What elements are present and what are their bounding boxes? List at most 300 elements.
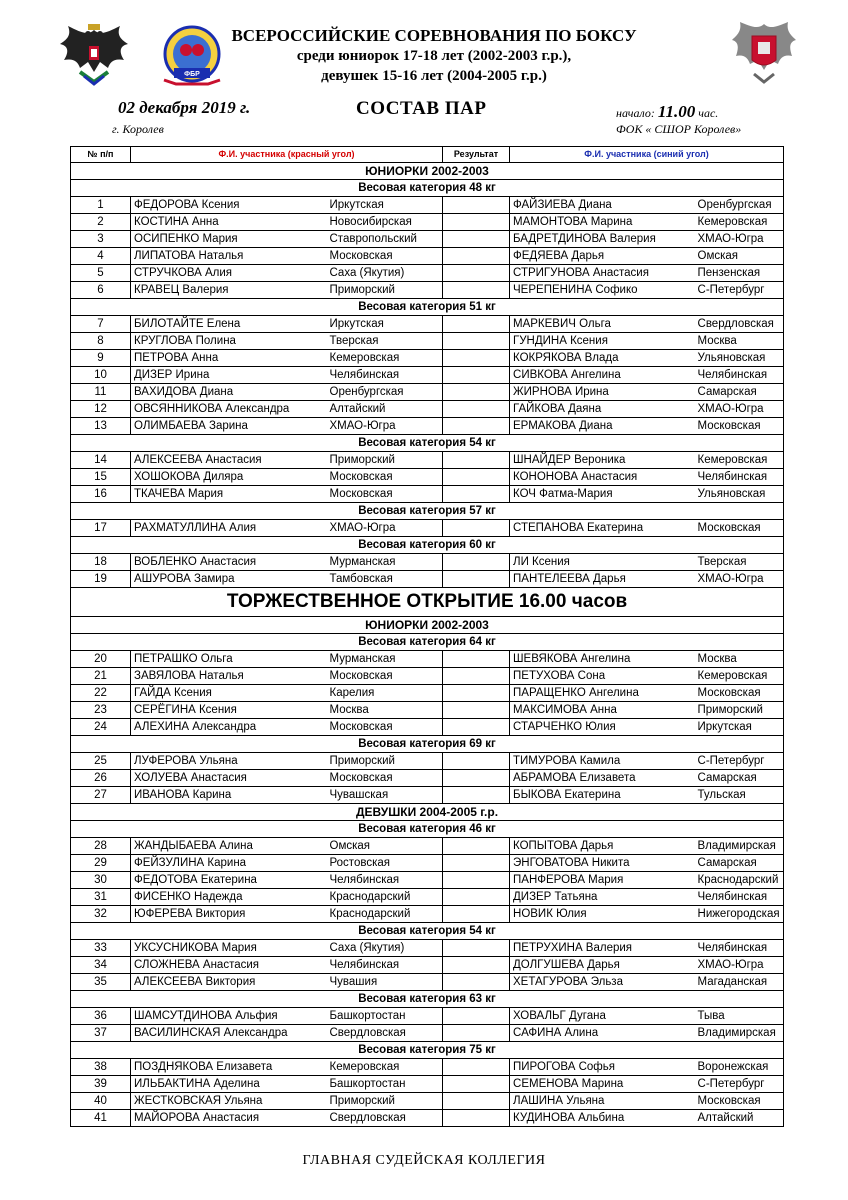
blue-corner-region: Тыва [695,1008,784,1025]
event-venue: ФОК « СШОР Королев» [616,122,742,136]
table-row [71,770,784,787]
blue-corner-region: Краснодарский [695,872,784,889]
blue-corner-region: С-Петербург [695,282,784,299]
weight-category-row-label: Весовая категория 51 кг [71,299,784,316]
red-corner-name: СЕРЁГИНА Ксения [131,702,327,719]
blue-corner-name: ПЕТРУХИНА Валерия [510,940,695,957]
result [443,855,510,872]
result [443,265,510,282]
red-corner-region: Челябинская [327,957,443,974]
result [443,316,510,333]
blue-corner-region: Владимирская [695,838,784,855]
red-corner-name: РАХМАТУЛЛИНА Алия [131,520,327,537]
blue-corner-name: ДОЛГУШЕВА Дарья [510,957,695,974]
event-city: г. Королев [112,122,164,136]
red-corner-region: Краснодарский [327,906,443,923]
age-group-row-label: ЮНИОРКИ 2002-2003 [71,163,784,180]
pairs-table [70,146,784,1127]
table-row [71,1093,784,1110]
red-corner-name: ЛУФЕРОВА Ульяна [131,753,327,770]
result [443,1110,510,1127]
start-time-value: 11.00 [657,102,696,121]
result [443,214,510,231]
table-row [71,520,784,537]
pair-number: 6 [71,282,131,299]
red-corner-name: УКСУСНИКОВА Мария [131,940,327,957]
blue-corner-name: ХОВАЛЬГ Дугана [510,1008,695,1025]
red-corner-name: АЛЕКСЕЕВА Виктория [131,974,327,991]
result [443,231,510,248]
table-row [71,719,784,736]
age-group-row-label: ЮНИОРКИ 2002-2003 [71,617,784,634]
result [443,401,510,418]
pair-number: 36 [71,1008,131,1025]
red-corner-region: Ставропольский [327,231,443,248]
blue-corner-region: Челябинская [695,367,784,384]
age-group-row [71,163,784,180]
blue-corner-name: ПАРАЩЕНКО Ангелина [510,685,695,702]
red-corner-name: ОЛИМБАЕВА Зарина [131,418,327,435]
red-corner-name: КРАВЕЦ Валерия [131,282,327,299]
result [443,1025,510,1042]
blue-corner-region: Москва [695,333,784,350]
pair-number: 27 [71,787,131,804]
weight-category-row-label: Весовая категория 63 кг [71,991,784,1008]
table-row [71,702,784,719]
blue-corner-name: СТРИГУНОВА Анастасия [510,265,695,282]
pair-number: 41 [71,1110,131,1127]
blue-corner-name: МАКСИМОВА Анна [510,702,695,719]
red-corner-name: СТРУЧКОВА Алия [131,265,327,282]
weight-category-row [71,821,784,838]
table-row [71,554,784,571]
result [443,838,510,855]
red-corner-region: Саха (Якутия) [327,940,443,957]
blue-corner-name: КОЧ Фатма-Мария [510,486,695,503]
blue-corner-region: Воронежская [695,1059,784,1076]
age-group-row [71,617,784,634]
blue-corner-region: Тульская [695,787,784,804]
table-row [71,486,784,503]
pair-number: 21 [71,668,131,685]
pair-number: 7 [71,316,131,333]
red-corner-name: АШУРОВА Замира [131,571,327,588]
weight-category-row-label: Весовая категория 57 кг [71,503,784,520]
red-corner-region: Московская [327,486,443,503]
table-row [71,282,784,299]
table-header [71,147,784,163]
red-corner-region: Приморский [327,452,443,469]
red-corner-region: Мурманская [327,554,443,571]
blue-corner-name: ШНАЙДЕР Вероника [510,452,695,469]
blue-corner-region: Самарская [695,770,784,787]
red-corner-region: Башкортостан [327,1076,443,1093]
blue-corner-region: Челябинская [695,889,784,906]
blue-corner-name: ШЕВЯКОВА Ангелина [510,651,695,668]
weight-category-row-label: Весовая категория 46 кг [71,821,784,838]
red-corner-name: ИЛЬБАКТИНА Аделина [131,1076,327,1093]
competition-subtitle-girls: девушек 15-16 лет (2004-2005 г.р.) [321,68,547,84]
weight-category-row-label: Весовая категория 48 кг [71,180,784,197]
red-corner-name: ВОБЛЕНКО Анастасия [131,554,327,571]
blue-corner-region: Самарская [695,855,784,872]
pair-number: 17 [71,520,131,537]
result [443,974,510,991]
blue-corner-name: ФАЙЗИЕВА Диана [510,197,695,214]
blue-corner-name: НОВИК Юлия [510,906,695,923]
pair-number: 35 [71,974,131,991]
region-coat-of-arms-icon [728,18,800,88]
red-corner-region: Саха (Якутия) [327,265,443,282]
red-corner-region: Приморский [327,753,443,770]
age-group-row [71,804,784,821]
blue-corner-region: Иркутская [695,719,784,736]
blue-corner-region: Магаданская [695,974,784,991]
pair-number: 5 [71,265,131,282]
red-corner-name: АЛЕКСЕЕВА Анастасия [131,452,327,469]
pair-number: 30 [71,872,131,889]
result [443,554,510,571]
blue-corner-region: Нижегородская [695,906,784,923]
red-corner-region: Карелия [327,685,443,702]
red-corner-name: ФЕДОРОВА Ксения [131,197,327,214]
blue-corner-name: ГУНДИНА Ксения [510,333,695,350]
red-corner-region: Свердловская [327,1110,443,1127]
blue-corner-name: ГАЙКОВА Даяна [510,401,695,418]
result [443,685,510,702]
pair-number: 38 [71,1059,131,1076]
pair-number: 29 [71,855,131,872]
red-corner-region: Московская [327,469,443,486]
start-time [616,102,718,122]
blue-corner-name: ЛАШИНА Ульяна [510,1093,695,1110]
red-corner-name: ТКАЧЕВА Мария [131,486,327,503]
blue-corner-region: Ульяновская [695,486,784,503]
red-corner-name: ФИСЕНКО Надежда [131,889,327,906]
blue-corner-region: Алтайский [695,1110,784,1127]
weight-category-row [71,1042,784,1059]
table-row [71,231,784,248]
start-label: начало: [616,106,658,120]
pair-number: 26 [71,770,131,787]
result [443,350,510,367]
pair-number: 15 [71,469,131,486]
pair-number: 25 [71,753,131,770]
red-corner-region: Алтайский [327,401,443,418]
eagle-emblem-icon [58,22,130,88]
blue-corner-name: ХЕТАГУРОВА Эльза [510,974,695,991]
red-corner-name: ДИЗЕР Ирина [131,367,327,384]
blue-corner-name: ПАНТЕЛЕЕВА Дарья [510,571,695,588]
result [443,668,510,685]
red-corner-name: ВАХИДОВА Диана [131,384,327,401]
pair-number: 34 [71,957,131,974]
red-corner-region: Кемеровская [327,1059,443,1076]
age-group-row-label: ДЕВУШКИ 2004-2005 г.р. [71,804,784,821]
red-corner-region: Мурманская [327,651,443,668]
table-row [71,889,784,906]
table-row [71,685,784,702]
red-corner-region: Омская [327,838,443,855]
weight-category-row [71,634,784,651]
red-corner-name: ПОЗДНЯКОВА Елизавета [131,1059,327,1076]
blue-corner-name: ЕРМАКОВА Диана [510,418,695,435]
weight-category-row [71,180,784,197]
weight-category-row [71,991,784,1008]
red-corner-name: ЛИПАТОВА Наталья [131,248,327,265]
table-row [71,668,784,685]
result [443,872,510,889]
blue-corner-region: Ульяновская [695,350,784,367]
table-row [71,957,784,974]
result [443,940,510,957]
result [443,1076,510,1093]
red-corner-name: ЮФЕРЕВА Виктория [131,906,327,923]
red-corner-region: Кемеровская [327,350,443,367]
header-blue-corner: Ф.И. участника (синий угол) [510,147,784,163]
result [443,384,510,401]
weight-category-row-label: Весовая категория 54 кг [71,923,784,940]
pair-number: 2 [71,214,131,231]
competition-title: ВСЕРОССИЙСКИЕ СОРЕВНОВАНИЯ ПО БОКСУ [231,26,637,45]
table-row [71,469,784,486]
blue-corner-name: ЛИ Ксения [510,554,695,571]
table-row [71,1059,784,1076]
pair-number: 16 [71,486,131,503]
red-corner-name: ПЕТРАШКО Ольга [131,651,327,668]
result [443,367,510,384]
pair-number: 28 [71,838,131,855]
blue-corner-region: Самарская [695,384,784,401]
result [443,957,510,974]
result [443,651,510,668]
red-corner-region: Московская [327,719,443,736]
blue-corner-region: Свердловская [695,316,784,333]
red-corner-region: Московская [327,248,443,265]
blue-corner-name: САФИНА Алина [510,1025,695,1042]
blue-corner-name: ПИРОГОВА Софья [510,1059,695,1076]
red-corner-region: Московская [327,668,443,685]
blue-corner-name: ЖИРНОВА Ирина [510,384,695,401]
pair-number: 37 [71,1025,131,1042]
red-corner-name: ОСИПЕНКО Мария [131,231,327,248]
red-corner-name: СЛОЖНЕВА Анастасия [131,957,327,974]
blue-corner-region: Кемеровская [695,214,784,231]
red-corner-name: ФЕДОТОВА Екатерина [131,872,327,889]
pair-number: 32 [71,906,131,923]
blue-corner-name: КОНОНОВА Анастасия [510,469,695,486]
red-corner-name: ХОЛУЕВА Анастасия [131,770,327,787]
red-corner-name: КРУГЛОВА Полина [131,333,327,350]
opening-ceremony-row-label: ТОРЖЕСТВЕННОЕ ОТКРЫТИЕ 16.00 часов [71,588,784,617]
red-corner-region: Москва [327,702,443,719]
red-corner-name: МАЙОРОВА Анастасия [131,1110,327,1127]
pair-number: 4 [71,248,131,265]
pair-number: 12 [71,401,131,418]
pair-number: 20 [71,651,131,668]
blue-corner-region: Москва [695,651,784,668]
header-number: № п/п [71,147,131,163]
red-corner-region: ХМАО-Югра [327,418,443,435]
red-corner-region: ХМАО-Югра [327,520,443,537]
red-corner-region: Башкортостан [327,1008,443,1025]
table-row [71,333,784,350]
red-corner-name: ИВАНОВА Карина [131,787,327,804]
weight-category-row [71,537,784,554]
document-title: СОСТАВ ПАР [356,98,487,119]
pair-number: 8 [71,333,131,350]
pair-number: 40 [71,1093,131,1110]
table-row [71,197,784,214]
blue-corner-region: ХМАО-Югра [695,571,784,588]
pair-number: 31 [71,889,131,906]
table-row [71,350,784,367]
pair-number: 13 [71,418,131,435]
opening-ceremony-row [71,588,784,617]
blue-corner-region: Московская [695,520,784,537]
red-corner-region: Приморский [327,282,443,299]
result [443,282,510,299]
weight-category-row-label: Весовая категория 75 кг [71,1042,784,1059]
pair-number: 9 [71,350,131,367]
red-corner-region: Чувашская [327,787,443,804]
table-row [71,1008,784,1025]
pair-number: 24 [71,719,131,736]
blue-corner-name: СЕМЕНОВА Марина [510,1076,695,1093]
blue-corner-region: Омская [695,248,784,265]
table-row [71,872,784,889]
table-row [71,753,784,770]
red-corner-name: ОВСЯННИКОВА Александра [131,401,327,418]
result [443,333,510,350]
blue-corner-name: ЭНГОВАТОВА Никита [510,855,695,872]
blue-corner-region: Приморский [695,702,784,719]
blue-corner-region: С-Петербург [695,1076,784,1093]
red-corner-name: БИЛОТАЙТЕ Елена [131,316,327,333]
result [443,520,510,537]
blue-corner-region: С-Петербург [695,753,784,770]
blue-corner-name: СТАРЧЕНКО Юлия [510,719,695,736]
blue-corner-name: ПАНФЕРОВА Мария [510,872,695,889]
blue-corner-region: ХМАО-Югра [695,957,784,974]
blue-corner-name: БЫКОВА Екатерина [510,787,695,804]
red-corner-region: Краснодарский [327,889,443,906]
table-row [71,367,784,384]
table-row [71,1076,784,1093]
table-row [71,452,784,469]
blue-corner-region: Челябинская [695,940,784,957]
table-row [71,1110,784,1127]
pair-number: 18 [71,554,131,571]
result [443,753,510,770]
blue-corner-name: СИВКОВА Ангелина [510,367,695,384]
red-corner-region: Иркутская [327,316,443,333]
red-corner-name: ФЕЙЗУЛИНА Карина [131,855,327,872]
weight-category-row-label: Весовая категория 54 кг [71,435,784,452]
table-row [71,265,784,282]
red-corner-name: ЖАНДЫБАЕВА Алина [131,838,327,855]
blue-corner-name: ФЕДЯЕВА Дарья [510,248,695,265]
red-corner-region: Новосибирская [327,214,443,231]
result [443,418,510,435]
pair-number: 11 [71,384,131,401]
blue-corner-region: ХМАО-Югра [695,401,784,418]
result [443,889,510,906]
red-corner-name: ЗАВЯЛОВА Наталья [131,668,327,685]
weight-category-row [71,923,784,940]
weight-category-row-label: Весовая категория 60 кг [71,537,784,554]
red-corner-region: Оренбургская [327,384,443,401]
table-row [71,214,784,231]
result [443,1008,510,1025]
table-row [71,571,784,588]
pair-number: 19 [71,571,131,588]
result [443,906,510,923]
weight-category-row [71,503,784,520]
start-unit: час. [695,106,719,120]
result [443,770,510,787]
red-corner-name: ЖЕСТКОВСКАЯ Ульяна [131,1093,327,1110]
footer-judges-panel: ГЛАВНАЯ СУДЕЙСКАЯ КОЛЛЕГИЯ [302,1153,546,1168]
red-corner-name: ВАСИЛИНСКАЯ Александра [131,1025,327,1042]
table-row [71,401,784,418]
table-row [71,787,784,804]
table-row [71,248,784,265]
blue-corner-region: Челябинская [695,469,784,486]
pair-number: 33 [71,940,131,957]
blue-corner-region: ХМАО-Югра [695,231,784,248]
svg-text:ФБР: ФБР [184,71,200,78]
result [443,571,510,588]
result [443,702,510,719]
blue-corner-name: МАМОНТОВА Марина [510,214,695,231]
header-red-corner: Ф.И. участника (красный угол) [131,147,443,163]
red-corner-name: ГАЙДА Ксения [131,685,327,702]
blue-corner-region: Оренбургская [695,197,784,214]
table-row [71,940,784,957]
blue-corner-region: Кемеровская [695,668,784,685]
event-date: 02 декабря 2019 г. [118,98,251,117]
result [443,1059,510,1076]
pair-number: 3 [71,231,131,248]
competition-subtitle-juniors: среди юниорок 17-18 лет (2002-2003 г.р.), [296,48,572,64]
blue-corner-region: Кемеровская [695,452,784,469]
blue-corner-name: АБРАМОВА Елизавета [510,770,695,787]
red-corner-name: ПЕТРОВА Анна [131,350,327,367]
blue-corner-name: ПЕТУХОВА Сона [510,668,695,685]
pair-number: 23 [71,702,131,719]
pair-number: 1 [71,197,131,214]
result [443,719,510,736]
table-row [71,651,784,668]
pair-number: 14 [71,452,131,469]
table-row [71,418,784,435]
blue-corner-name: КОКРЯКОВА Влада [510,350,695,367]
red-corner-region: Тверская [327,333,443,350]
weight-category-row [71,435,784,452]
table-row [71,855,784,872]
table-row [71,384,784,401]
blue-corner-name: ЧЕРЕПЕНИНА Софико [510,282,695,299]
blue-corner-name: СТЕПАНОВА Екатерина [510,520,695,537]
blue-corner-name: КОПЫТОВА Дарья [510,838,695,855]
blue-corner-name: ТИМУРОВА Камила [510,753,695,770]
result [443,469,510,486]
red-corner-region: Приморский [327,1093,443,1110]
table-row [71,838,784,855]
blue-corner-name: ДИЗЕР Татьяна [510,889,695,906]
pair-number: 10 [71,367,131,384]
